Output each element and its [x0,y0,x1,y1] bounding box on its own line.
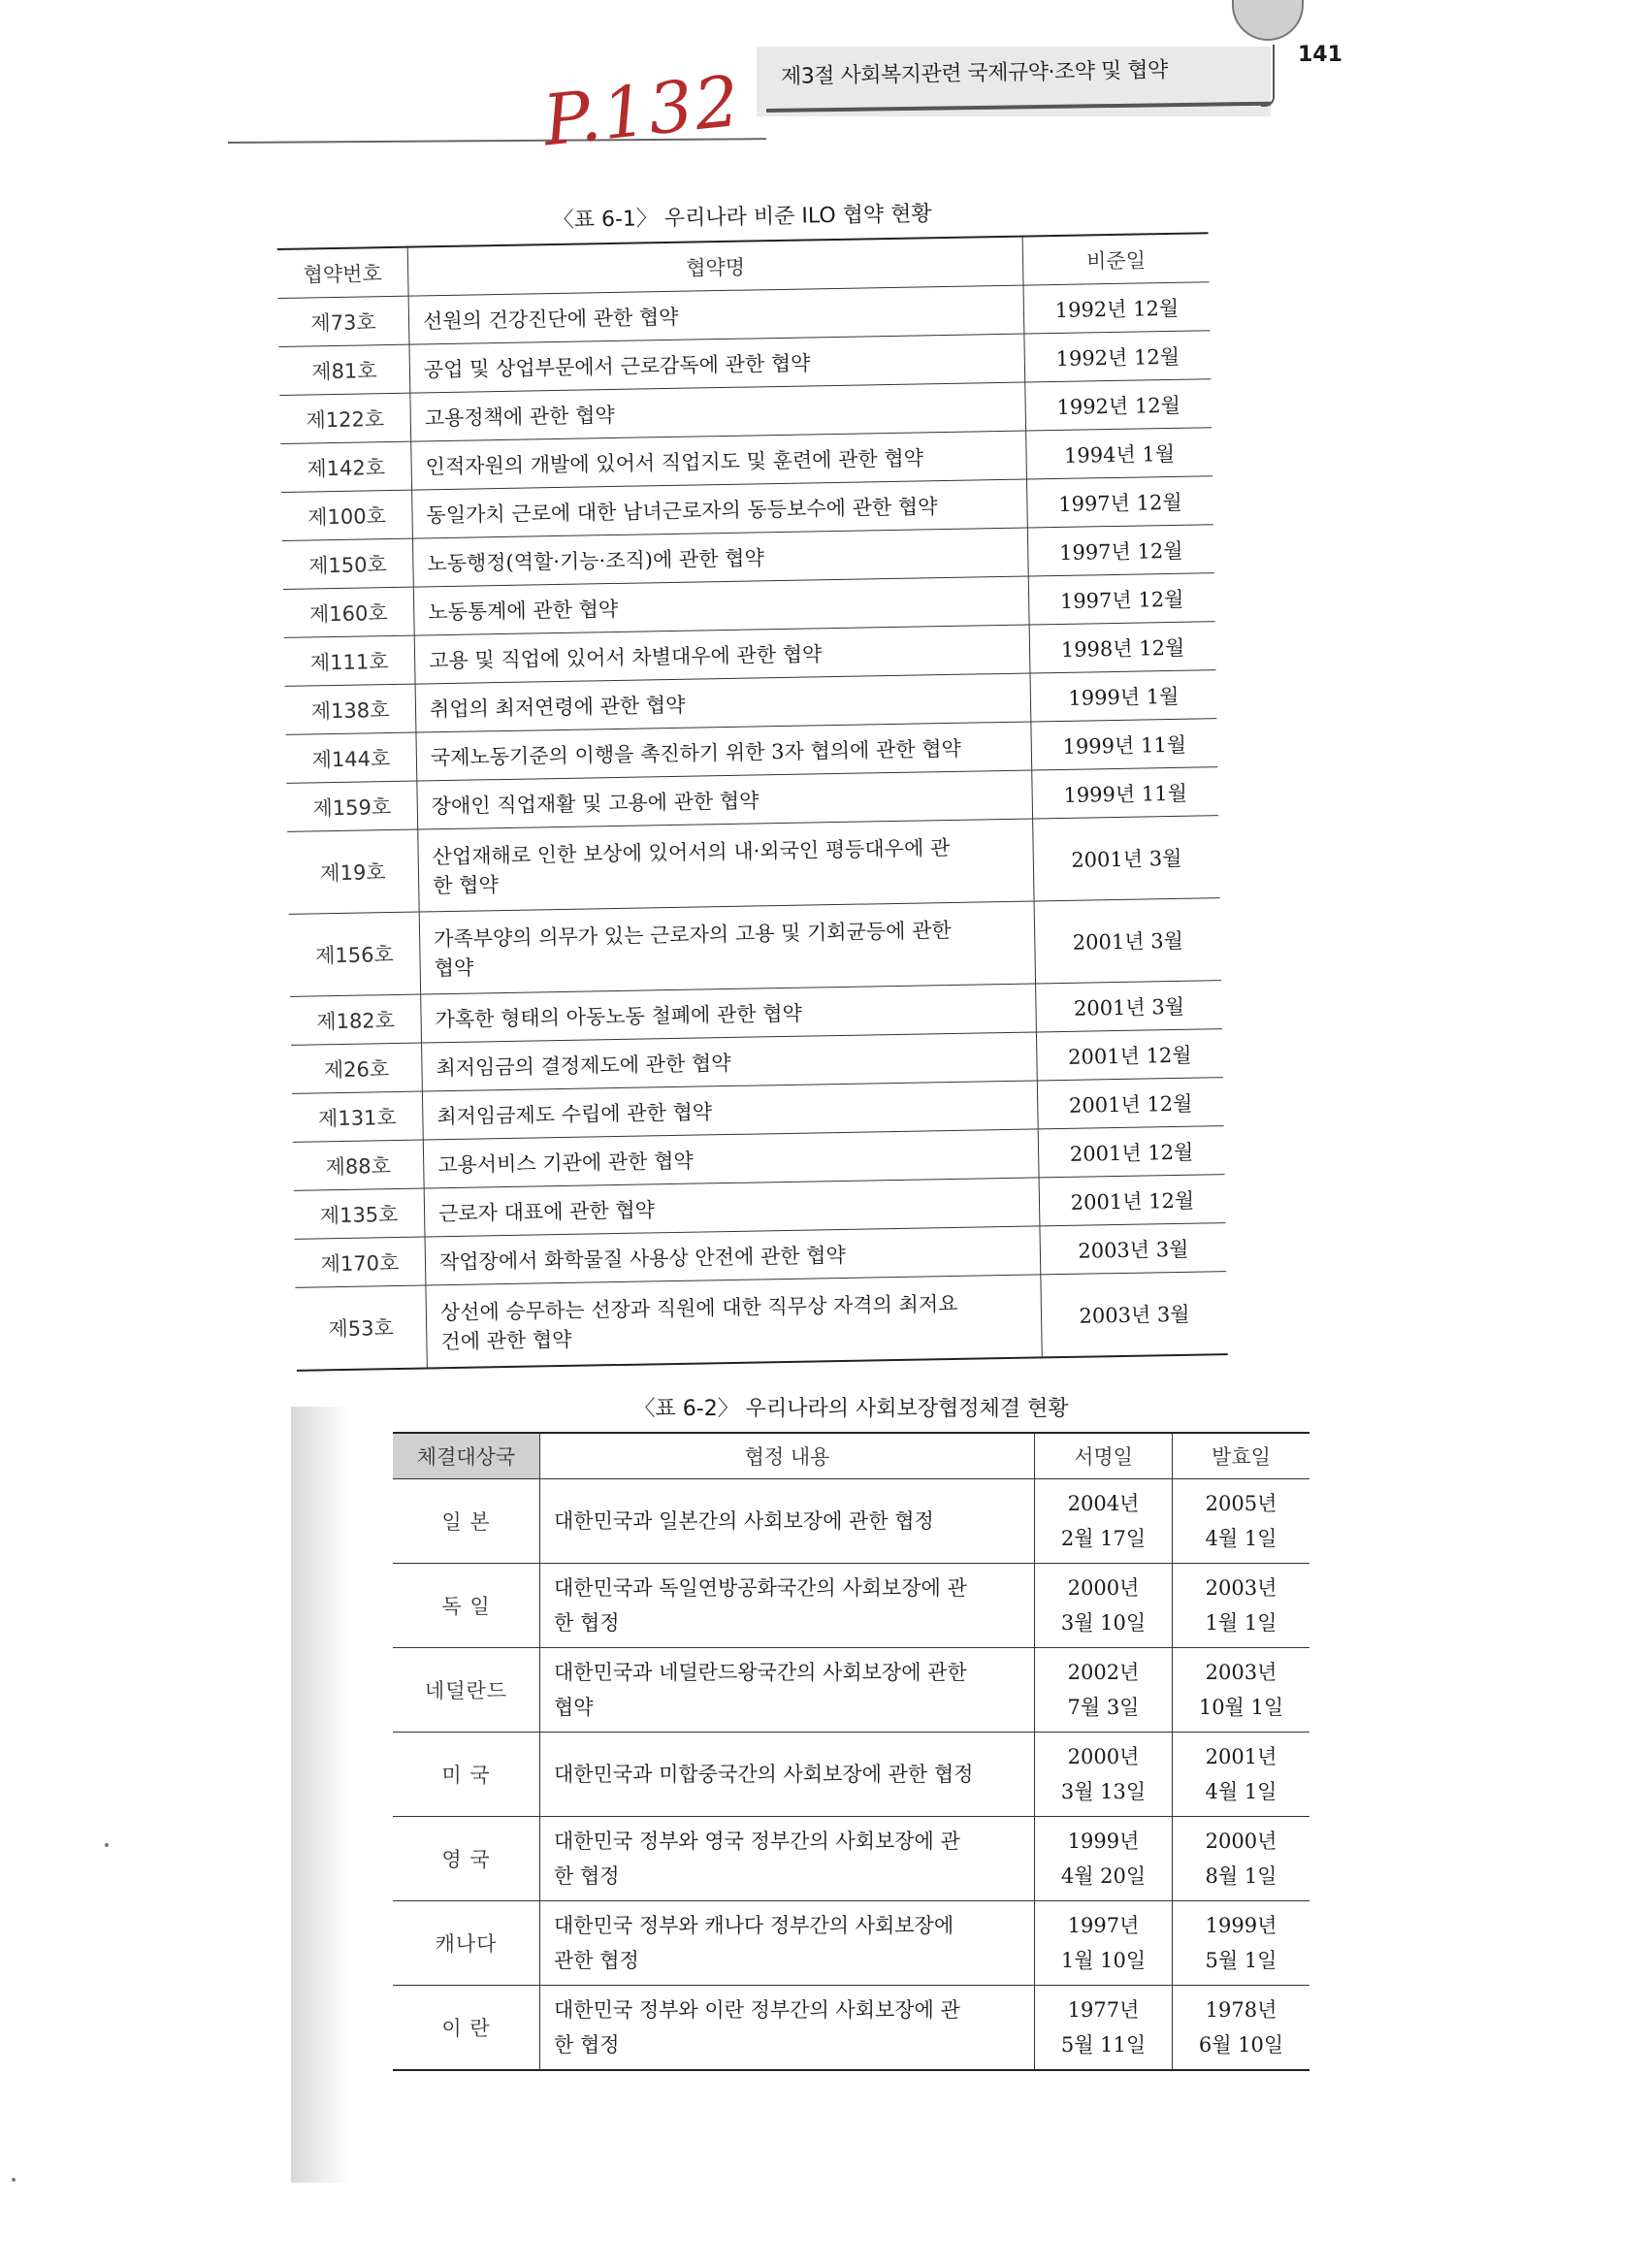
signed-date-line: 1999년 [1067,1830,1140,1853]
agreement-content-line: 한 협정 [554,2033,620,2057]
convention-name [426,1275,1042,1369]
agreement-content [540,1733,1035,1817]
convention-number: 제182호 [290,994,421,1045]
agreement-content-line: 관한 협정 [554,1949,639,1972]
agreement-content-line: 대한민국 정부와 영국 정부간의 사회보장에 관 [554,1830,960,1853]
ratification-date: 1997년 12월 [1028,573,1214,625]
ratification-date: 2003년 3월 [1040,1223,1226,1275]
convention-name: 근로자 대표에 관한 협약 [424,1178,1040,1237]
signed-date-line: 1977년 [1067,1998,1140,2022]
signed-date-line: 2002년 [1067,1661,1140,1684]
convention-name-line: 건에 관한 협약 [440,1327,572,1354]
convention-number: 제100호 [281,490,412,540]
column-header-name: 협약명 [407,237,1023,297]
convention-name: 가혹한 형태의 아동노동 철폐에 관한 협약 [421,984,1037,1043]
table-row [287,816,1219,915]
column-header-date: 비준일 [1022,233,1209,285]
agreement-content-line: 한 협정 [554,1611,620,1635]
ratification-date: 2001년 12월 [1039,1175,1225,1226]
ratification-date: 1999년 1월 [1030,670,1216,722]
convention-name-line: 상선에 승무하는 선장과 직원에 대한 직무상 자격의 최저요 [439,1291,958,1325]
signed-date-line: 2004년 [1067,1492,1140,1515]
signed-date-line: 1997년 [1067,1914,1140,1937]
agreement-content-line: 한 협정 [554,1864,620,1888]
convention-number: 제142호 [280,441,411,492]
agreement-content-line: 대한민국과 네덜란드왕국간의 사회보장에 관한 [554,1661,967,1684]
ilo-convention-table-block [276,192,1228,1372]
convention-name: 노동통계에 관한 협약 [413,576,1029,635]
agreement-content [540,1479,1035,1564]
table-row [295,1272,1227,1371]
signed-date [1035,1564,1173,1648]
signed-date [1035,1986,1173,2071]
ratification-date: 1999년 11월 [1031,719,1217,770]
effective-date [1173,1564,1310,1648]
convention-number: 제144호 [285,732,416,783]
page-number: 141 [1298,43,1342,67]
ratification-date: 2001년 12월 [1036,1029,1222,1081]
convention-number: 제88호 [293,1140,424,1190]
ratification-date: 1998년 12월 [1029,622,1215,673]
column-header-number: 협약번호 [277,247,408,299]
scan-speck [105,1843,109,1847]
agreement-content-line: 대한민국과 독일연방공화국간의 사회보장에 관 [554,1576,967,1600]
header-bracket [1261,45,1275,107]
effective-date [1173,1901,1310,1986]
convention-name: 노동행정(역할·기능·조직)에 관한 협약 [412,528,1028,587]
effective-date-line: 6월 10일 [1198,2033,1284,2057]
ratification-date: 2001년 3월 [1034,898,1221,984]
signed-date-line: 5월 11일 [1060,2033,1147,2057]
convention-number: 제138호 [285,684,416,734]
ratification-date: 1992년 12월 [1025,379,1212,431]
convention-name: 공업 및 상업부문에서 근로감독에 관한 협약 [409,334,1025,393]
column-header-content: 협정 내용 [540,1433,1035,1479]
effective-date [1173,1817,1310,1901]
signed-date [1035,1901,1173,1986]
effective-date-line: 2000년 [1205,1830,1277,1853]
agreement-content [540,1564,1035,1648]
convention-name-line: 가족부양의 의무가 있는 근로자의 고용 및 기회균등에 관한 [433,918,952,952]
signed-date-line: 1월 10일 [1060,1949,1147,1972]
convention-number: 제150호 [282,538,413,589]
effective-date-line: 2005년 [1205,1492,1277,1515]
convention-name [419,901,1035,994]
ratification-date: 2001년 3월 [1036,981,1222,1032]
agreement-content-line: 대한민국과 일본간의 사회보장에 관한 협정 [554,1509,934,1533]
handwritten-page-note: P.132 [539,59,746,162]
column-header-signed: 서명일 [1035,1433,1173,1479]
convention-number: 제160호 [283,587,414,637]
signed-date-line: 2000년 [1067,1745,1140,1768]
effective-date-line: 4월 1일 [1205,1527,1277,1550]
convention-name: 작업장에서 화학물질 사용상 안전에 관한 협약 [425,1226,1041,1285]
partner-country: 캐나다 [393,1901,540,1986]
convention-number: 제111호 [284,635,415,686]
convention-name: 선원의 건강진단에 관한 협약 [408,285,1024,344]
convention-name: 동일가치 근로에 대한 남녀근로자의 동등보수에 관한 협약 [412,479,1028,538]
convention-name: 최저임금제도 수립에 관한 협약 [422,1081,1038,1140]
column-header-country: 체결대상국 [393,1433,540,1479]
social-security-table-block [393,1392,1310,2071]
convention-name: 고용 및 직업에 있어서 차별대우에 관한 협약 [414,625,1030,684]
effective-date [1173,1479,1310,1564]
convention-name [418,819,1034,912]
convention-name: 국제노동기준의 이행을 촉진하기 위한 3자 협의에 관한 협약 [416,722,1032,781]
signed-date [1035,1817,1173,1901]
table-caption: 〈표 6-1〉 우리나라 비준 ILO 협약 현황 [552,202,932,234]
ilo-convention-table [277,232,1228,1372]
effective-date-line: 2003년 [1205,1576,1277,1600]
partner-country: 독 일 [393,1564,540,1648]
partner-country: 미 국 [393,1733,540,1817]
signed-date-line: 4월 20일 [1060,1864,1147,1888]
convention-number: 제170호 [295,1237,426,1287]
ilo-table-body [278,282,1228,1371]
convention-name-line: 산업재해로 인한 보상에 있어서의 내·외국인 평등대우에 관 [432,835,951,869]
convention-number: 제81호 [278,344,409,395]
table-row [393,1733,1310,1817]
table-row [289,898,1221,997]
partner-country: 영 국 [393,1817,540,1901]
scan-speck [12,2178,16,2182]
agreement-content-line: 대한민국과 미합중국간의 사회보장에 관한 협정 [554,1763,974,1786]
signed-date-line: 2월 17일 [1060,1527,1147,1550]
table-row [393,1901,1310,1986]
signed-date-line: 2000년 [1067,1576,1140,1600]
convention-name: 고용정책에 관한 협약 [410,382,1026,441]
column-header-effective: 발효일 [1173,1433,1310,1479]
ratification-date: 1992년 12월 [1023,282,1210,334]
signed-date-line: 3월 13일 [1060,1780,1147,1803]
partner-country: 이 란 [393,1986,540,2071]
convention-number: 제26호 [291,1043,422,1093]
signed-date-line: 7월 3일 [1067,1696,1140,1719]
signed-date [1035,1733,1173,1817]
effective-date [1173,1733,1310,1817]
table-caption: 〈표 6-2〉 우리나라의 사회보장협정체결 현황 [633,1397,1069,1421]
effective-date-line: 2003년 [1205,1661,1277,1684]
table-header-row [393,1433,1310,1479]
signed-date-line: 3월 10일 [1060,1611,1147,1635]
ratification-date: 2001년 3월 [1033,816,1220,901]
ratification-date: 1997년 12월 [1027,525,1213,576]
signed-date [1035,1479,1173,1564]
convention-name: 장애인 직업재활 및 고용에 관한 협약 [417,770,1033,829]
convention-name: 인적자원의 개발에 있어서 직업지도 및 훈련에 관한 협약 [411,431,1027,490]
agreement-content-line: 협약 [554,1696,594,1719]
table-row [393,1817,1310,1901]
social-security-table-body [393,1479,1310,2071]
table-row [393,1648,1310,1733]
ratification-date: 1997년 12월 [1026,476,1212,528]
table-row [393,1564,1310,1648]
agreement-content [540,1986,1035,2071]
effective-date-line: 1월 1일 [1205,1611,1277,1635]
ratification-date: 1999년 11월 [1032,767,1218,819]
convention-name: 취업의 최저연령에 관한 협약 [415,673,1031,732]
ratification-date: 2003년 3월 [1041,1272,1228,1358]
ratification-date: 1992년 12월 [1024,331,1211,382]
convention-number: 제135호 [294,1188,425,1239]
agreement-content-line: 대한민국 정부와 캐나다 정부간의 사회보장에 [554,1914,954,1937]
convention-number: 제19호 [287,829,419,914]
table-row [393,1986,1310,2071]
convention-number: 제156호 [289,912,421,996]
effective-date-line: 1978년 [1205,1998,1277,2022]
convention-number: 제131호 [292,1091,423,1142]
convention-number: 제159호 [286,781,417,831]
convention-name: 최저임금의 결정제도에 관한 협약 [422,1032,1038,1091]
effective-date-line: 8월 1일 [1205,1864,1277,1888]
convention-name: 고용서비스 기관에 관한 협약 [423,1129,1039,1188]
effective-date-line: 5월 1일 [1205,1949,1277,1972]
convention-name-line: 협약 [434,956,474,981]
convention-name-line: 한 협약 [433,873,499,898]
convention-number: 제73호 [278,296,409,346]
effective-date-line: 10월 1일 [1198,1696,1284,1719]
effective-date-line: 4월 1일 [1205,1780,1277,1803]
ratification-date: 1994년 1월 [1026,428,1212,479]
scan-shadow [291,1407,349,2183]
ratification-date: 2001년 12월 [1037,1078,1223,1129]
table-row [393,1479,1310,1564]
agreement-content [540,1901,1035,1986]
signed-date [1035,1648,1173,1733]
section-title: 제3절 사회복지관련 국제규약·조약 및 협약 [780,58,1168,89]
social-security-table [393,1432,1310,2071]
partner-country: 네덜란드 [393,1648,540,1733]
partner-country: 일 본 [393,1479,540,1564]
ratification-date: 2001년 12월 [1038,1126,1224,1178]
convention-number: 제122호 [279,393,410,443]
effective-date [1173,1986,1310,2071]
agreement-content-line: 대한민국 정부와 이란 정부간의 사회보장에 관 [554,1998,960,2022]
effective-date-line: 2001년 [1205,1745,1277,1768]
agreement-content [540,1648,1035,1733]
agreement-content [540,1817,1035,1901]
effective-date-line: 1999년 [1205,1914,1277,1937]
effective-date [1173,1648,1310,1733]
convention-number: 제53호 [295,1285,427,1371]
